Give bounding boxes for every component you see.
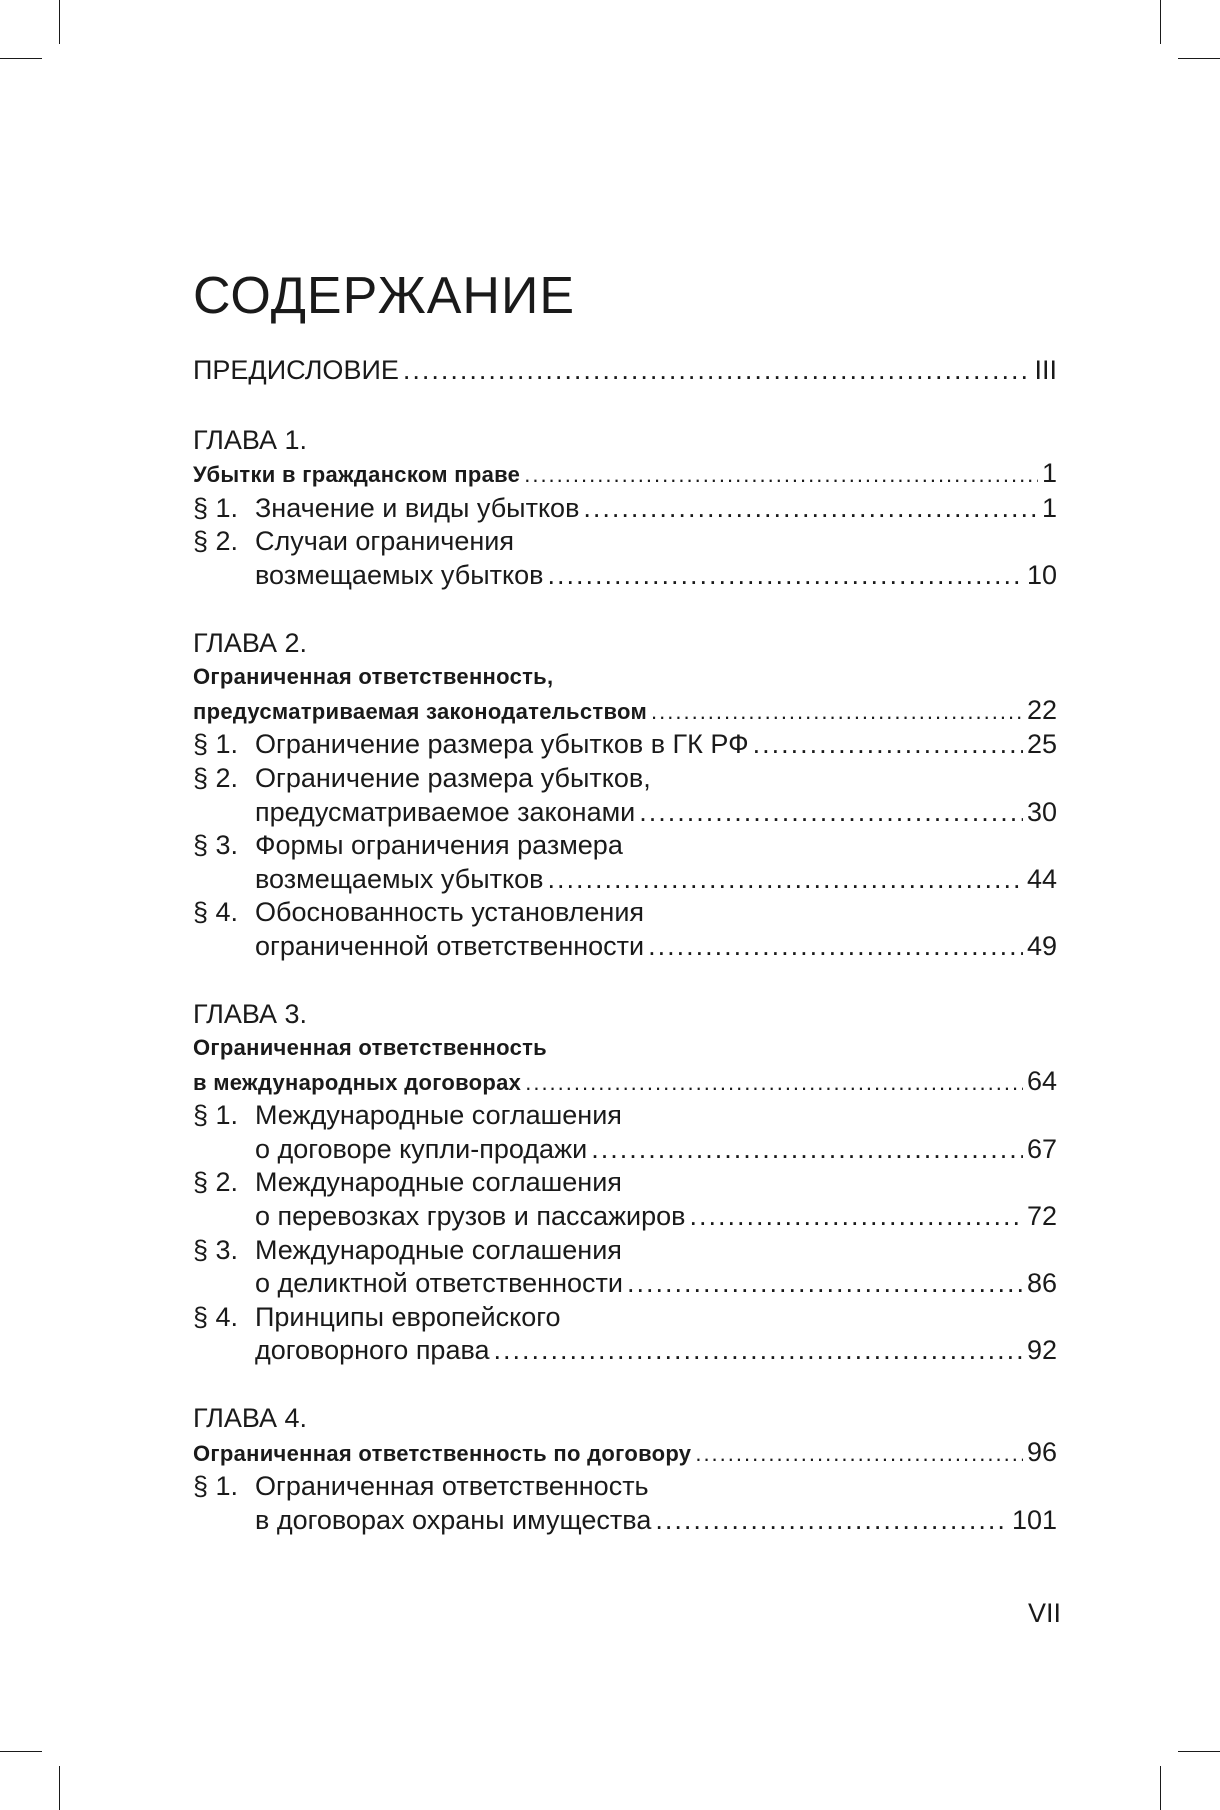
section-title-row: [255, 1267, 1057, 1301]
section-title-row: [255, 1133, 1057, 1167]
toc-section-entry: [193, 1301, 1057, 1368]
toc-section-entry: [193, 1166, 1057, 1233]
section-title-row: [255, 1200, 1057, 1234]
toc-chapter: [193, 1402, 1057, 1537]
toc-entry-page: 1: [1041, 458, 1057, 489]
chapter-title-entry: [193, 1065, 1057, 1100]
section-body: [255, 1099, 1057, 1166]
toc-preface-entry: [193, 354, 1057, 388]
toc-entry-page: 72: [1026, 1201, 1057, 1232]
section-title-line: о деликтной ответственности: [255, 1268, 623, 1299]
section-title-row: [255, 1504, 1057, 1538]
toc-leader-dots: [524, 458, 1038, 492]
toc-leader-dots: [648, 930, 1023, 964]
toc-section-entry: [193, 1234, 1057, 1301]
section-number: § 1.: [193, 1100, 239, 1131]
toc-section-entry: [193, 492, 1057, 526]
toc-leader-dots: [690, 1200, 1023, 1234]
section-body: [255, 896, 1057, 963]
table-of-contents: [193, 267, 1057, 1571]
section-number: § 2.: [193, 762, 239, 793]
section-title-line: Ограниченная ответственность: [255, 1471, 649, 1502]
section-title-line: Ограничение размера убытков,: [255, 762, 651, 793]
chapter-label: ГЛАВА 3.: [193, 998, 307, 1029]
section-number: § 4.: [193, 1301, 239, 1332]
section-title-line: Принципы европейского: [255, 1301, 561, 1332]
section-title-line: Международные соглашения: [255, 1234, 622, 1265]
section-title-row: [255, 559, 1057, 593]
section-title-line: возмещаемых убытков: [255, 863, 544, 894]
toc-entry-page: 44: [1026, 863, 1057, 894]
toc-section-entry: [193, 1099, 1057, 1166]
toc-entry-page: III: [1034, 355, 1057, 385]
crop-mark-bottom-left-vertical: [59, 1766, 60, 1810]
crop-mark-bottom-right-horizontal: [1178, 1751, 1220, 1752]
section-number: § 4.: [193, 897, 239, 928]
crop-mark-top-left-vertical: [59, 0, 60, 44]
section-title-line: Ограничение размера убытков в ГК РФ: [255, 729, 749, 760]
toc-chapter: [193, 998, 1057, 1369]
chapter-title-line: в международных договорах: [193, 1069, 522, 1095]
toc-entry-page: 64: [1026, 1065, 1057, 1096]
section-number: § 3.: [193, 830, 239, 861]
section-number: § 2.: [193, 1167, 239, 1198]
toc-leader-dots: [494, 1334, 1023, 1368]
crop-mark-bottom-left-horizontal: [0, 1751, 42, 1752]
toc-entry-page: 92: [1026, 1335, 1057, 1366]
crop-mark-top-right-vertical: [1160, 0, 1161, 44]
toc-leader-dots: [591, 1133, 1023, 1167]
toc-leader-dots: [695, 1437, 1023, 1471]
section-title-line: о договоре купли-продажи: [255, 1133, 588, 1164]
section-body: [255, 1234, 1057, 1301]
section-number: § 2.: [193, 526, 239, 557]
chapter-title-entry: [193, 457, 1057, 492]
toc-leader-dots: [547, 863, 1023, 897]
section-number: § 1.: [193, 492, 239, 523]
toc-entry-label: ПРЕДИСЛОВИЕ: [193, 355, 399, 385]
section-title-line: о перевозках грузов и пассажиров: [255, 1201, 686, 1232]
toc-chapter: [193, 424, 1057, 593]
page-number: VII: [1028, 1598, 1062, 1628]
section-number: § 1.: [193, 729, 239, 760]
toc-chapters: [193, 424, 1057, 1538]
chapter-title-line: предусматриваемая законодательством: [193, 698, 648, 724]
toc-section-entry: [193, 829, 1057, 896]
toc-entry-page: 30: [1026, 796, 1057, 827]
section-title-line: в договорах охраны имущества: [255, 1504, 652, 1535]
section-number: § 1.: [193, 1471, 239, 1502]
chapter-title-line: Убытки в гражданском праве: [193, 462, 521, 488]
section-title-line: Значение и виды убытков: [255, 492, 580, 523]
section-title-row: [255, 796, 1057, 830]
chapter-title-line: Ограниченная ответственность: [193, 1035, 547, 1061]
toc-leader-dots: [627, 1267, 1023, 1301]
section-title-line: Международные соглашения: [255, 1100, 622, 1131]
toc-leader-dots: [753, 728, 1023, 762]
section-title-line: договорного права: [255, 1335, 490, 1366]
section-body: [255, 762, 1057, 829]
toc-section-entry: [193, 762, 1057, 829]
chapter-label: ГЛАВА 4.: [193, 1403, 307, 1434]
section-title-line: ограниченной ответственности: [255, 930, 645, 961]
section-title-row: [255, 930, 1057, 964]
toc-entry-page: 96: [1026, 1436, 1057, 1467]
toc-entry-page: 67: [1026, 1133, 1057, 1164]
toc-leader-dots: [639, 796, 1023, 830]
toc-entry-page: 101: [1011, 1504, 1057, 1535]
section-body: [255, 492, 1057, 526]
toc-leader-dots: [651, 695, 1023, 729]
chapter-title-entry: [193, 694, 1057, 729]
chapter-title-line: Ограниченная ответственность,: [193, 664, 554, 690]
section-title-row: [255, 728, 1057, 762]
toc-entry-page: 49: [1026, 930, 1057, 961]
section-body: [255, 728, 1057, 762]
toc-section-entry: [193, 896, 1057, 963]
section-body: [255, 525, 1057, 592]
section-title-row: [255, 863, 1057, 897]
section-title-line: возмещаемых убытков: [255, 559, 544, 590]
chapter-label: ГЛАВА 1.: [193, 424, 307, 455]
toc-leader-dots: [403, 354, 1031, 388]
section-title-line: Международные соглашения: [255, 1167, 622, 1198]
toc-leader-dots: [547, 559, 1023, 593]
section-title-line: Случаи ограничения: [255, 526, 515, 557]
section-title-row: [255, 492, 1057, 526]
toc-entry-page: 86: [1026, 1268, 1057, 1299]
toc-leader-dots: [655, 1504, 1008, 1538]
chapter-title-line: Ограниченная ответственность по договору: [193, 1440, 692, 1466]
crop-mark-top-left-horizontal: [0, 58, 42, 59]
toc-leader-dots: [525, 1066, 1023, 1100]
page-title: СОДЕРЖАНИЕ: [193, 267, 576, 325]
section-title-row: [255, 1334, 1057, 1368]
toc-chapter: [193, 627, 1057, 964]
section-body: [255, 1470, 1057, 1537]
toc-section-entry: [193, 728, 1057, 762]
section-body: [255, 829, 1057, 896]
toc-section-entry: [193, 525, 1057, 592]
crop-mark-bottom-right-vertical: [1160, 1766, 1161, 1810]
section-title-line: предусматриваемое законами: [255, 796, 636, 827]
toc-entry-page: 1: [1041, 492, 1057, 523]
section-body: [255, 1301, 1057, 1368]
section-body: [255, 1166, 1057, 1233]
toc-entry-page: 10: [1026, 559, 1057, 590]
section-title-line: Формы ограничения размера: [255, 830, 623, 861]
crop-mark-top-right-horizontal: [1178, 58, 1220, 59]
section-title-line: Обоснованность установления: [255, 897, 645, 928]
section-number: § 3.: [193, 1234, 239, 1265]
chapter-title-entry: [193, 1436, 1057, 1471]
toc-entry-page: 22: [1026, 694, 1057, 725]
toc-section-entry: [193, 1470, 1057, 1537]
toc-leader-dots: [583, 492, 1038, 526]
chapter-label: ГЛАВА 2.: [193, 627, 307, 658]
toc-entry-page: 25: [1026, 729, 1057, 760]
